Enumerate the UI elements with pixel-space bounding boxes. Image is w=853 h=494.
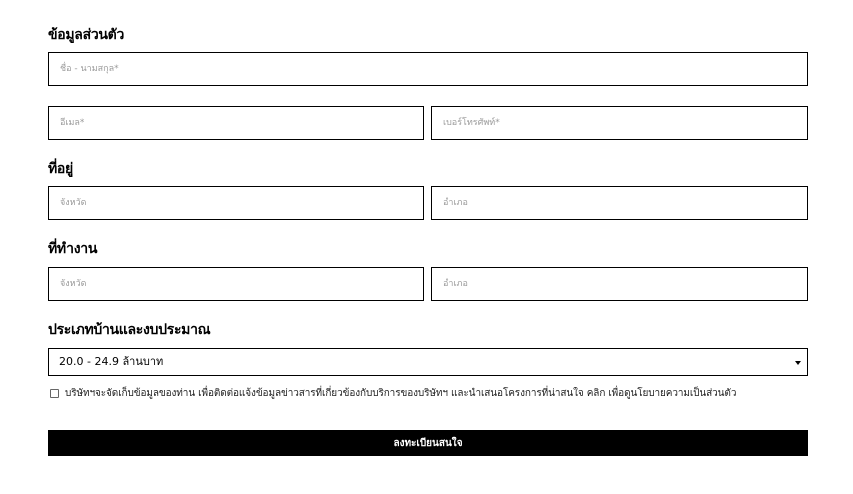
address-province-input[interactable]	[48, 186, 424, 220]
email-input[interactable]	[48, 106, 424, 140]
personal-info-title: ข้อมูลส่วนตัว	[48, 27, 125, 43]
address-title: ที่อยู่	[48, 161, 73, 177]
consent-row	[50, 386, 736, 400]
budget-title: ประเภทบ้านและงบประมาณ	[48, 322, 211, 338]
phone-input[interactable]	[431, 106, 808, 140]
work-province-input[interactable]	[48, 267, 424, 301]
full-name-input[interactable]	[48, 52, 808, 86]
work-district-input[interactable]	[431, 267, 808, 301]
consent-text: บริษัทฯจะจัดเก็บข้อมูลของท่าน เพื่อติดต่อแจ้งข้อมูลข่าวสารที่เกี่ยวข้องกับบริการของบริษัทฯ และนำเสนอโครงการที่น่าสนใจ คลิก เพื่อดูนโยบายความเป็นส่วนตัว	[65, 387, 737, 399]
work-title: ที่ทำงาน	[48, 241, 98, 257]
register-interest-button[interactable]: ลงทะเบียนสนใจ	[48, 430, 808, 456]
budget-selected-value: 20.0 - 24.9 ล้านบาท	[59, 355, 164, 368]
caret-down-icon	[795, 361, 801, 365]
address-district-input[interactable]	[431, 186, 808, 220]
consent-checkbox[interactable]	[50, 389, 59, 398]
budget-select[interactable]	[48, 348, 808, 376]
